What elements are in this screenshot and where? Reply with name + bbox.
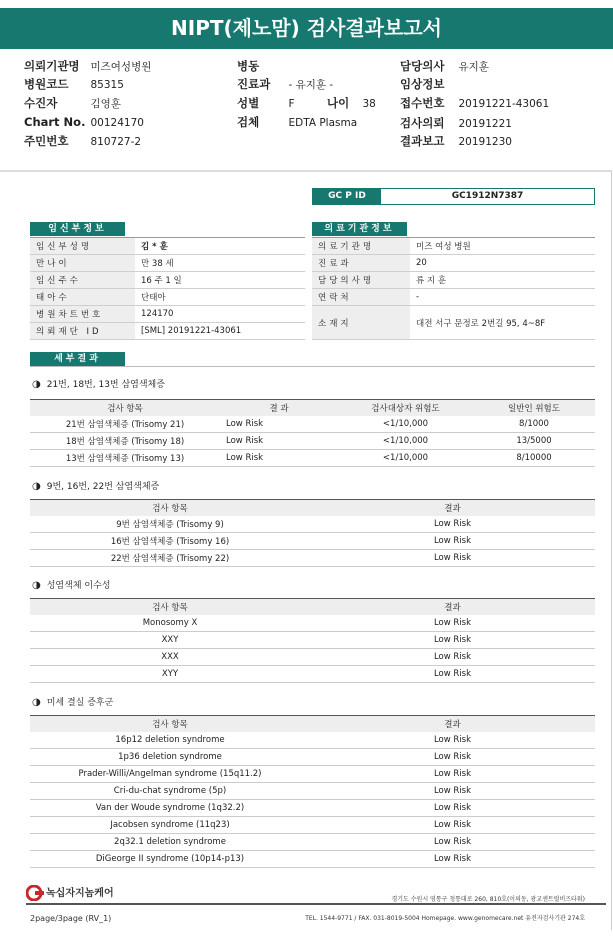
table-row: 18번 삼염색체증 (Trisomy 18) Low Risk <1/10,000 13/5000: [30, 433, 595, 450]
info-row: 의뢰재단 ID [SML] 20191221-43061: [30, 323, 305, 340]
table-row: Jacobsen syndrome (11q23) Low Risk: [30, 817, 595, 834]
table-row: XXX Low Risk: [30, 649, 595, 666]
trisomy-other-table: [30, 499, 595, 567]
footer-contact: TEL. 1544-9771 / FAX. 031-8019-5004 Homepage. www.genomecare.net 유전자검사기관 274호: [305, 915, 585, 922]
info-row: 의료기관명 미즈 여성 병원: [312, 238, 595, 255]
info-row: 태아수 단태아: [30, 289, 305, 306]
section-heading: ◑ 21번, 18번, 13번 삼염색체증: [32, 379, 165, 390]
header-row: 진료과 - 유지훈 -: [237, 77, 334, 91]
table-row: Cri-du-chat syndrome (5p) Low Risk: [30, 783, 595, 800]
institution-info-table: [312, 237, 595, 340]
table-row: Van der Woude syndrome (1q32.2) Low Risk: [30, 800, 595, 817]
section-heading: ◑ 9번, 16번, 22번 삼염색체증: [32, 481, 160, 492]
section-heading: ◑ 성염색체 이수성: [32, 580, 111, 591]
header-row: 임상정보: [400, 77, 445, 91]
patient-info-tab: 임신부정보: [30, 222, 125, 236]
info-row: 만나이 만 38 세: [30, 255, 305, 272]
half-circle-icon: ◑: [32, 580, 41, 591]
table-row: 21번 삼염색체증 (Trisomy 21) Low Risk <1/10,000 8/1000: [30, 416, 595, 433]
results-tab: 세부결과: [30, 352, 125, 366]
table-row: 13번 삼염색체증 (Trisomy 13) Low Risk <1/10,000 8/10000: [30, 450, 595, 467]
info-row: 임신부성명 김 * 훈: [30, 238, 305, 255]
header-row: 병원코드 85315: [24, 77, 124, 91]
patient-info-table: [30, 237, 305, 340]
table-row: Monosomy X Low Risk: [30, 615, 595, 632]
section-heading: ◑ 미세 결실 증후군: [32, 697, 114, 708]
report-title: NIPT(제노맘) 검사결과보고서: [0, 8, 613, 49]
institution-info-tab: 의료기관정보: [312, 222, 407, 236]
header-row: 담당의사 유지훈: [400, 59, 489, 73]
table-row: Prader-Willi/Angelman syndrome (15q11.2) Low Risk: [30, 766, 595, 783]
header-row: 주민번호 810727-2: [24, 134, 142, 148]
page-number: 2page/3page (RV_1): [30, 914, 112, 923]
info-row: 병원차트번호 124170: [30, 306, 305, 323]
footer-divider: [26, 903, 606, 905]
header-row: 병동: [237, 59, 260, 73]
header-row: 의뢰기관명 미즈여성병원: [24, 59, 152, 73]
header-row: 접수번호 20191221-43061: [400, 96, 550, 110]
header-row: 성별 F: [237, 96, 295, 110]
gcpid-box: [312, 188, 595, 205]
header-row: 수진자 김영훈: [24, 96, 121, 110]
header-row: 검사의뢰 20191221: [400, 116, 512, 130]
microdeletion-table: [30, 715, 595, 868]
table-row: 2q32.1 deletion syndrome Low Risk: [30, 834, 595, 851]
company-logo: 녹십자지놈케어: [26, 884, 114, 901]
half-circle-icon: ◑: [32, 379, 41, 390]
header-row: 결과보고 20191230: [400, 134, 512, 148]
info-row: 임신주수 16 주 1 일: [30, 272, 305, 289]
table-row: XYY Low Risk: [30, 666, 595, 683]
info-row: 소재지 대전 서구 문정로 2번길 95, 4~8F: [312, 306, 595, 340]
half-circle-icon: ◑: [32, 481, 41, 492]
table-row: 1p36 deletion syndrome Low Risk: [30, 749, 595, 766]
table-header: 검사 항목 결과: [30, 500, 595, 516]
table-row: 16p12 deletion syndrome Low Risk: [30, 732, 595, 749]
table-header: 검사 항목 결과: [30, 599, 595, 615]
header-row: 검체 EDTA Plasma: [237, 115, 358, 129]
half-circle-icon: ◑: [32, 697, 41, 708]
table-header: 검사 항목 결 과 검사대상자 위험도 일반인 위험도: [30, 400, 595, 416]
footer-address: 경기도 수원시 영통구 청통대로 260, 810호(이의동, 광교센트럴비즈타워): [391, 896, 585, 903]
trisomy-main-table: [30, 399, 595, 467]
info-row: 진료과 20: [312, 255, 595, 272]
info-row: 연락처 -: [312, 289, 595, 306]
divider: [30, 366, 595, 367]
logo-icon: [26, 885, 44, 901]
table-header: 검사 항목 결과: [30, 716, 595, 732]
table-row: 16번 삼염색체증 (Trisomy 16) Low Risk: [30, 533, 595, 550]
header-row: Chart No. 00124170: [24, 115, 144, 129]
sex-chromosome-table: [30, 598, 595, 683]
gcpid-value: GC1912N7387: [451, 191, 524, 201]
table-row: 22번 삼염색체증 (Trisomy 22) Low Risk: [30, 550, 595, 567]
info-row: 담당의사명 류 지 훈: [312, 272, 595, 289]
age-row: 나이 38: [327, 96, 376, 110]
table-row: DiGeorge II syndrome (10p14-p13) Low Risk: [30, 851, 595, 868]
table-row: 9번 삼염색체증 (Trisomy 9) Low Risk: [30, 516, 595, 533]
table-row: XXY Low Risk: [30, 632, 595, 649]
gcpid-label: GC P ID: [313, 189, 381, 204]
